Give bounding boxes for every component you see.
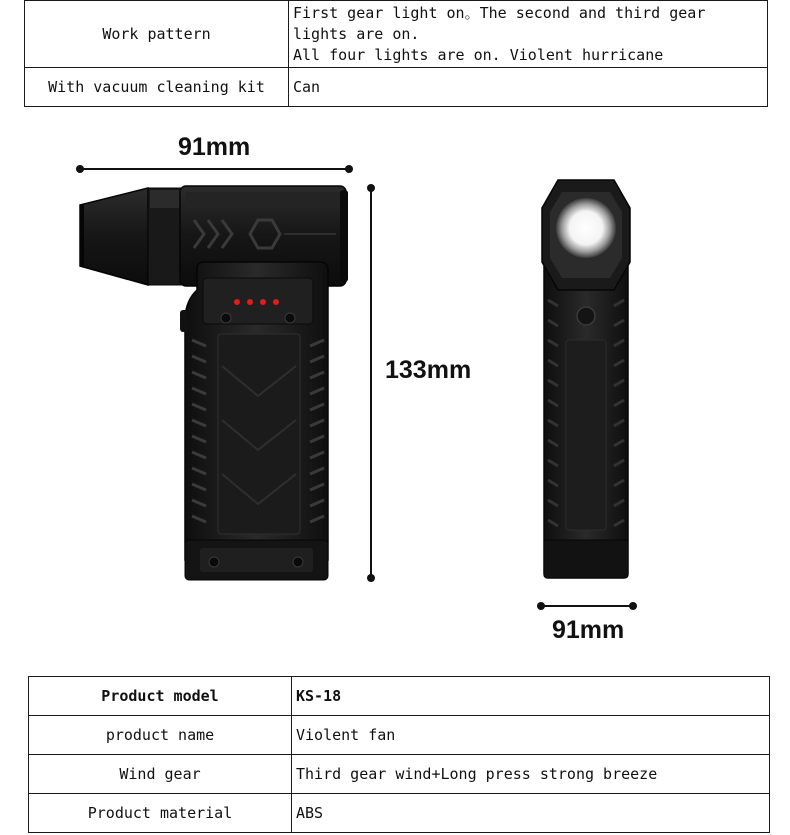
width-dimension-label-top: 91mm: [178, 133, 251, 161]
product-model-label: Product model: [29, 677, 292, 716]
product-spec-table: [28, 676, 770, 833]
vacuum-kit-value: Can: [289, 68, 768, 107]
vacuum-kit-label: With vacuum cleaning kit: [25, 68, 289, 107]
width-dimension-line-bottom: [537, 602, 637, 610]
blower-front-view-icon: [542, 180, 630, 578]
blower-side-view-icon: [80, 186, 348, 580]
indicator-led-4: [273, 299, 279, 305]
product-model-value: KS-18: [292, 677, 770, 716]
indicator-led-1: [234, 299, 240, 305]
wind-gear-label: Wind gear: [29, 755, 292, 794]
table-row: [29, 794, 770, 833]
width-dimension-label-bottom: 91mm: [552, 616, 625, 644]
product-name-label: product name: [29, 716, 292, 755]
height-dimension-label: 133mm: [385, 356, 472, 384]
flashlight-lamp: [556, 198, 616, 258]
work-pattern-label: Work pattern: [25, 1, 289, 68]
table-row: [29, 716, 770, 755]
indicator-led-3: [260, 299, 266, 305]
indicator-led-2: [247, 299, 253, 305]
product-material-value: ABS: [292, 794, 770, 833]
width-dimension-line-top: [76, 165, 353, 173]
work-pattern-line-2: lights are on.: [293, 25, 420, 43]
table-row: [29, 755, 770, 794]
wind-gear-value: Third gear wind+Long press strong breeze: [292, 755, 770, 794]
product-material-label: Product material: [29, 794, 292, 833]
work-pattern-line-3: All four lights are on. Violent hurricane: [293, 46, 664, 64]
height-dimension-line: [367, 184, 375, 582]
product-name-value: Violent fan: [292, 716, 770, 755]
work-pattern-line-1: First gear light on。The second and third gear: [293, 4, 706, 22]
table-row: [29, 677, 770, 716]
